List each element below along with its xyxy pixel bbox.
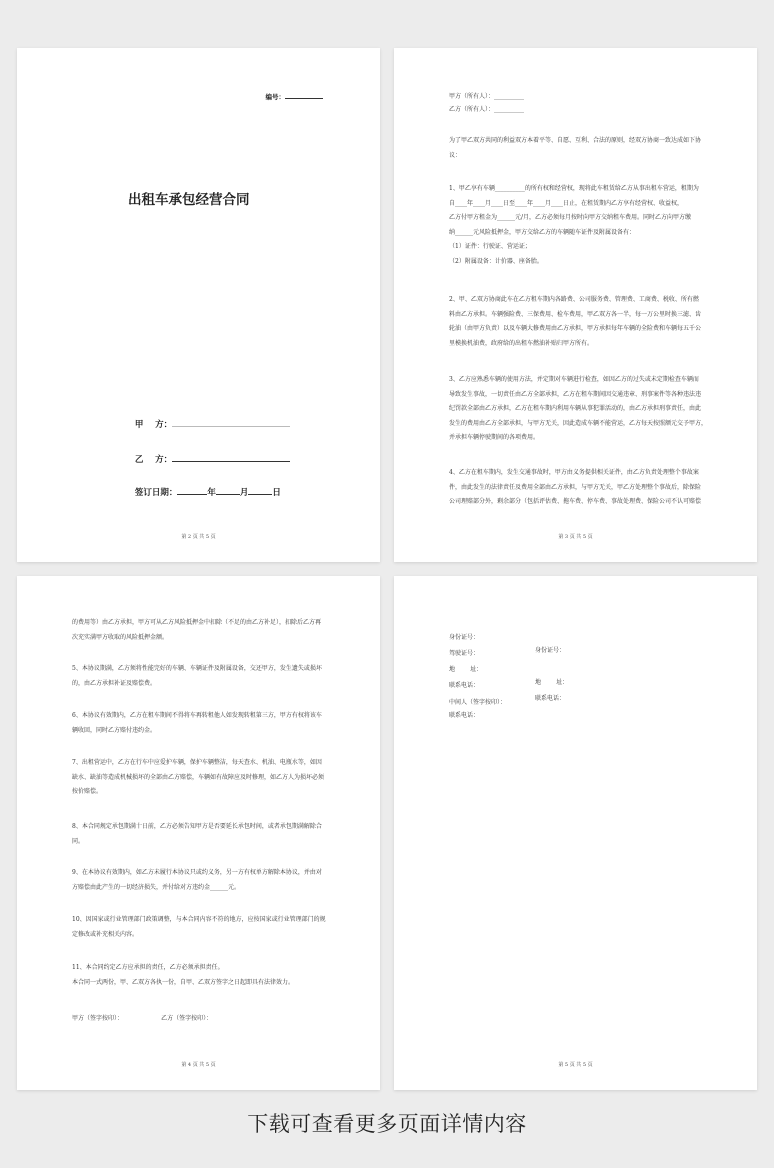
download-caption: 下载可查看更多页面详情内容: [247, 1112, 527, 1136]
paragraph-cont: [72, 616, 332, 645]
id-number-label-b: 身份证号：: [535, 647, 566, 654]
sign-date-row: [123, 476, 281, 508]
middleman-phone-label: 联系电话：: [449, 712, 480, 719]
party-a-label: 甲 方：: [134, 420, 173, 430]
contract-number-blank: [285, 93, 323, 99]
page-number: 第 3 页 共 5 页: [558, 534, 593, 540]
paragraph: 甲方（签字按印）： 乙方（签字按印）：: [72, 1015, 213, 1022]
paragraph: 9、在本协议有效期内，如乙方未履行本协议只或约义务，另一方有权单方解除本协议，并由对 方赔偿由此产生的一切经济损失，并付给对方违约金______元。: [72, 869, 322, 891]
phone-label-a: 联系电话：: [449, 682, 480, 689]
paragraph-7: [72, 756, 332, 800]
page-number: 第 5 页 共 5 页: [558, 1062, 593, 1068]
contract-page-3: [394, 48, 757, 562]
paragraph: 为了甲乙双方共同的利益双方本着平等、自愿、互利、合法的原则，经双方协商一致达成如下协 议：: [449, 137, 702, 159]
paragraph: 10、因国家或行业管理部门政策调整，与本合同内容不符的地方，应按国家或行业管理部门的规 定修改或补充相关内容。: [72, 916, 326, 938]
contract-cover-page: [17, 48, 380, 562]
paragraph-9: [72, 866, 332, 895]
contract-number-field: [266, 92, 324, 101]
address-label-a: 地 址：: [449, 666, 483, 673]
party-b-owner-line: 乙方（所有人）：__________: [449, 106, 525, 113]
party-a-row: [123, 408, 290, 440]
page-number: 第 2 页 共 5 页: [181, 534, 216, 540]
year-blank: [177, 486, 207, 495]
paragraph-11: [72, 961, 332, 990]
paragraph-6: [72, 709, 332, 738]
sign-date-label: 签订日期：: [134, 488, 178, 498]
address-label-b: 地 址：: [535, 679, 569, 686]
party-b-row: [123, 443, 290, 475]
paragraph: 6、本协议有效期内，乙方在租车期间不得将车再转租他人如发现转租第三方，甲方有权将该车 辆收回，同时乙方赔付违约金。: [72, 712, 322, 734]
paragraph: 的费用等）由乙方承担，甲方可从乙方风险抵押金中扣除（不足的由乙方补足），扣除后乙方再 次充实满甲方收取的风险抵押金额。: [72, 619, 322, 641]
paragraph: 4、乙方在租车期内，发生交通事故时，甲方由义务提供相关证件，由乙方负责处理整个事故案 件，由此发生的法律责任及费用全部由乙方承担，与甲方无关，甲乙方处理整个事故后，除保险 公司理赔部分外，剩余部分（包括评估费、拖车费、停车费、事故处理费、保险公司不认可赔偿: [449, 469, 702, 505]
page-header-block: [449, 90, 709, 116]
day-label: 日: [272, 488, 281, 498]
paragraph: 8、本合同规定承包期满十日前，乙方必须告知甲方是否要延长承包时间，或者承包期满解除合 同。: [72, 823, 322, 845]
paragraph: 2、甲、乙双方协商此车在乙方租车期内各路费、公司服务费、管理费、工商费、税收、所有燃 料由乙方承担。车辆强险费、三保费用、检车费用，甲乙双方各一半，每一万公里时换三滤、齿 轮油（由甲方负责）以及车辆大修费用由乙方承担，甲方承担每年车辆的全险费和车辆每五千公 里模换机油费，政府给的出租车燃油补贴归甲方所有。: [449, 296, 702, 347]
day-blank: [248, 486, 272, 495]
year-label: 年: [207, 488, 216, 498]
paragraph-1: [449, 182, 709, 269]
paragraph-10: [72, 913, 332, 942]
contract-page-5: [394, 576, 757, 1090]
month-label: 月: [239, 488, 249, 498]
signature-line: [72, 1012, 332, 1027]
id-number-label-a: 身份证号：: [449, 634, 480, 641]
contract-page-4: [17, 576, 380, 1090]
paragraph: 5、本协议期满，乙方须将性能完好的车辆、车辆证件及附属设备，交还甲方，发生遗失或损坏 的，由乙方承担补证及赔偿费。: [72, 665, 322, 687]
party-a-owner-line: 甲方（所有人）：__________: [449, 93, 525, 100]
paragraph-3: [449, 373, 709, 446]
party-b-label: 乙 方：: [134, 455, 173, 465]
paragraph-8: [72, 820, 332, 849]
middleman-block: [449, 696, 709, 722]
id-info-block: [449, 618, 709, 702]
license-number-label: 驾驶证号：: [449, 650, 480, 657]
party-a-blank: [172, 418, 290, 427]
paragraph-5: [72, 662, 332, 691]
paragraph: 7、出租营运中，乙方在行车中应爱护车辆，保护车辆整洁，每天查水、机油、电瓶水等，如因 缺水、缺油等造成机械损坏的全部由乙方赔偿，车辆如有故障应及时修理，如乙方人为损坏必须 按价赔偿。: [72, 759, 325, 795]
paragraph: 11、本合同约定乙方应承担的责任，乙方必须承担责任。 本合同一式两份，甲、乙双方各执一份，自甲、乙双方签字之日起即具有法律效力。: [72, 964, 295, 986]
paragraph: 1、甲乙享有车辆__________的所有权和经营权，现将此车租赁给乙方从事出租车营运，租期为 自____年____月____日至____年____月____日止，在租赁期内乙方享有经营权、收益权， 乙方付甲方租金为______元/月，乙方必须每月按时向甲方交纳租车费用。同时乙方向甲方缴 纳______元风险抵押金，甲方交给乙方的车辆随车证件及附属设备有： （1）证件：行驶证、营运证； （2）附属设备：计价器、座备胎。: [449, 185, 699, 265]
paragraph-2: [449, 293, 709, 351]
month-blank: [216, 486, 240, 495]
paragraph-4: [449, 466, 709, 510]
phone-label-b: 联系电话：: [535, 695, 566, 702]
contract-number-label: 编号：: [265, 93, 285, 101]
middleman-label: 中间人（签字按印）：: [449, 699, 507, 706]
party-b-blank: [172, 453, 290, 462]
paragraph-intro: [449, 134, 709, 163]
paragraph: 3、乙方应熟悉车辆的使用方法，并定期对车辆进行检查，如因乙方的过失或未定期检查车辆而 导致发生事故，一切责任由乙方全部承担，乙方在租车期间因交通违章、刑事案件等各种违法违 纪罚款全部由乙方承担，乙方在租车期内利用车辆从事犯罪活动的，由乙方承担刑事责任，由此 发生的费用由乙方全部承担，与甲方无关，因此造成车辆不能营运，乙方每天按照额元交予甲方， 并承担车辆停驶期间的各项费用。: [449, 376, 708, 441]
page-number: 第 4 页 共 5 页: [181, 1062, 216, 1068]
contract-title-text: 出租车承包经营合同: [128, 192, 250, 208]
